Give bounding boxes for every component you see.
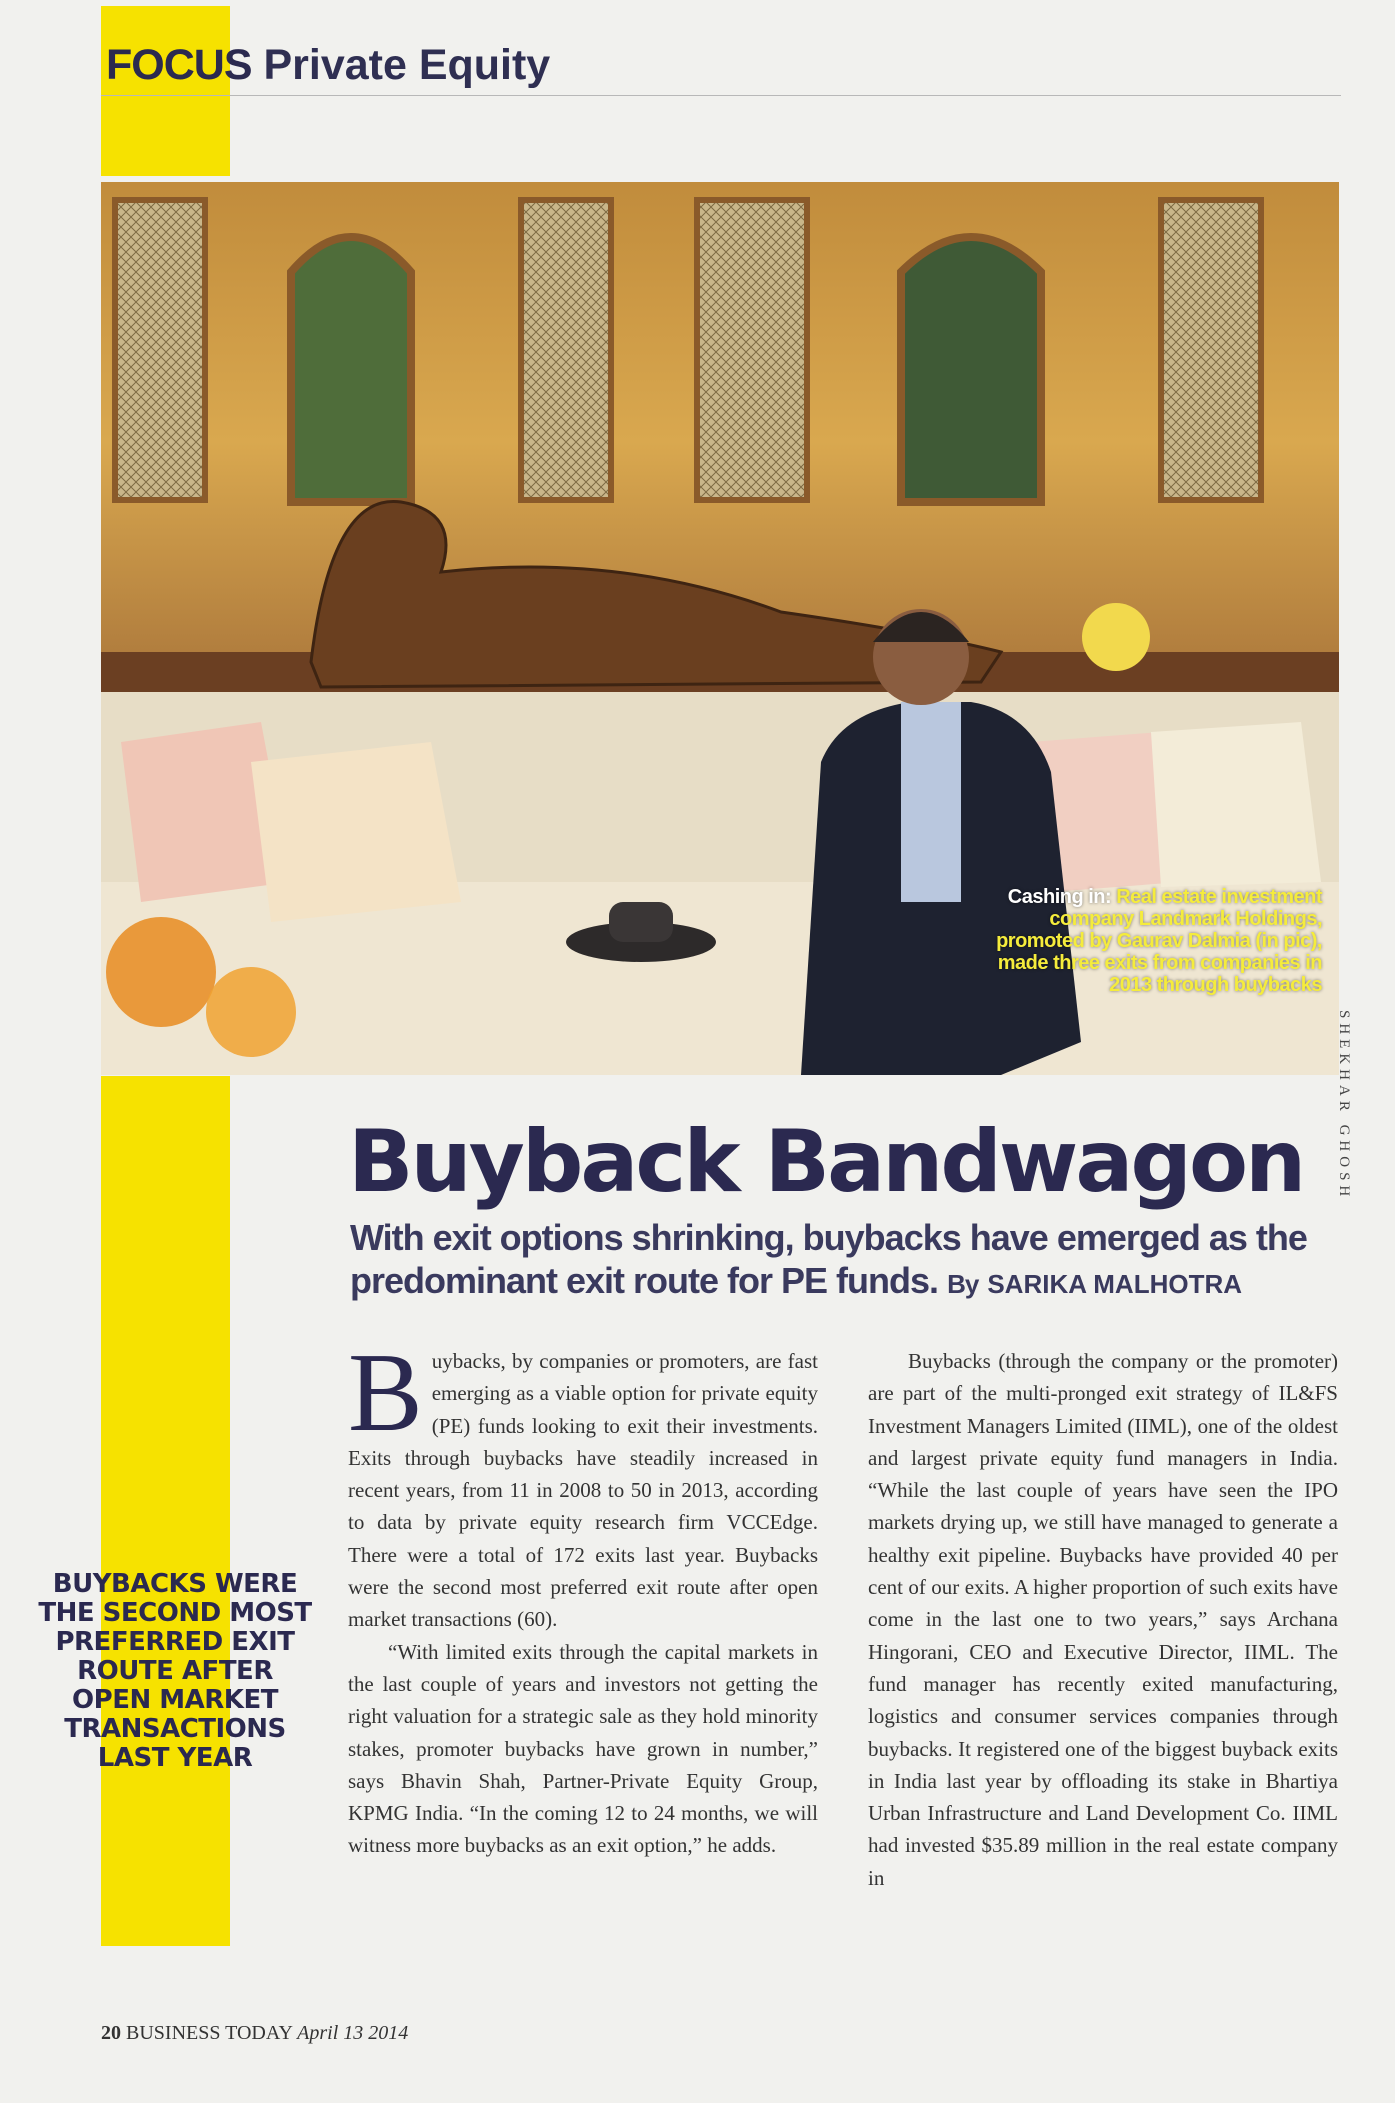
deck-text: With exit options shrinking, buybacks have emerged as the predominant exit route for PE funds. (350, 1217, 1307, 1301)
photo-credit: SHEKHAR GHOSH (1336, 1010, 1352, 1202)
issue-date: April 13 2014 (297, 2022, 409, 2044)
paragraph-text: uybacks, by companies or promoters, are fast emerging as a viable option for private equity (PE) funds looking to exit their investments. Exits through buybacks have steadily increased in recent years, from 11 in 2008 to 50 in 2013, according to data by private equity research firm VCCEdge. There were a total of 172 exits last year. Buybacks were the second most preferred exit route after open market transactions (60). (348, 1349, 818, 1632)
caption-lead: Cashing in: (1007, 886, 1112, 908)
paragraph: Buybacks (through the company or the promoter) are part of the multi-pronged exit strategy of IL&FS Investment Managers Limited (IIML), one of the oldest and largest private equity fund managers in India. “While the last couple of years have seen the IPO markets drying up, we still have managed to generate a healthy exit pipeline. Buybacks have provided 40 per cent of our exits. A higher proportion of such exits have come in the last one to two years,” says Archana Hingorani, CEO and Executive Director, IIML. The fund manager has recently exited manufacturing, logistics and consumer services companies through buybacks. It registered one of the biggest buyback exits in India last year by offloading its stake in Bhartiya Urban Infrastructure and Land Development Co. IIML had invested $35.89 million in the real estate company in (868, 1349, 1338, 1890)
byline-by: By (947, 1269, 979, 1299)
byline-name: SARIKA MALHOTRA (987, 1269, 1243, 1299)
caption-text: Real estate investment company Landmark Holdings, promoted by Gaurav Dalmia (in pic), made three exits from companies in 2013 through buybacks (996, 886, 1322, 996)
yellow-accent-bar-top (101, 6, 230, 176)
paragraph: “With limited exits through the capital markets in the last couple of years and investors not getting the right valuation for a strategic sale as they hold minority stakes, promoter buybacks have grown in number,” says Bhavin Shah, Partner-Private Equity Group, KPMG India. “In the coming 12 to 24 months, we will witness more buybacks as an exit option,” he adds. (348, 1639, 818, 1858)
pull-quote: BUYBACKS WERE THE SECOND MOST PREFERRED EXIT ROUTE AFTER OPEN MARKET TRANSACTIONS LAST YEAR (38, 1569, 312, 1773)
yellow-accent-bar-bottom (101, 1076, 230, 1946)
feature-photo (101, 182, 1339, 1075)
magazine-name: BUSINESS TODAY (126, 2022, 293, 2044)
headline: Buyback Bandwagon (348, 1112, 1304, 1212)
article-column-2 (868, 1345, 1338, 1894)
paragraph (348, 1331, 818, 1636)
page-number: 20 (101, 2022, 121, 2044)
section-kicker: FOCUS (106, 41, 252, 89)
section-header (106, 40, 550, 90)
page-folio (101, 2022, 408, 2045)
section-topic: Private Equity (263, 41, 551, 89)
article-column-1 (348, 1331, 818, 1862)
photo-caption (962, 886, 1322, 996)
drop-cap: B (348, 1331, 423, 1455)
header-rule (101, 95, 1341, 96)
deck (350, 1216, 1340, 1306)
